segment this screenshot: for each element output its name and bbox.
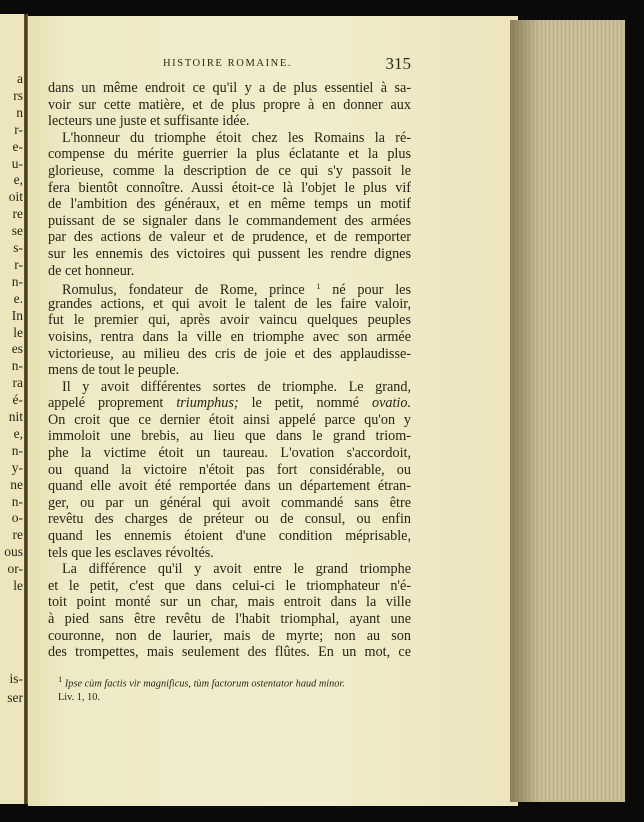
text-line (48, 229, 411, 246)
text-line (48, 611, 411, 628)
facing-page-text: rs (13, 87, 23, 103)
text-segment: Il y avoit différentes sortes de triomphe. Le grand, (62, 378, 411, 395)
body-text (48, 80, 411, 661)
facing-page-text: nit (8, 409, 23, 424)
text-line (48, 628, 411, 645)
text-segment: voir sur cette matière, et de plus propre à en donner aux (48, 96, 411, 113)
footnote-source: Liv. 1, 10. (58, 692, 100, 704)
italic-term: ovatio. (371, 395, 411, 412)
facing-page-text: r- (14, 121, 23, 137)
text-segment: quand les ennemis étoient d'une condition méprisable, (48, 528, 411, 545)
text-segment: victorieuse, au milieu des cris de joie et des applaudisse- (48, 345, 411, 362)
text-segment: dans un même endroit ce qu'il y a de plus essentiel à sa- (48, 80, 411, 96)
text-line (48, 146, 411, 163)
text-line (48, 462, 411, 479)
text-segment: compense du mérite guerrier la plus éclatante et la plus (48, 146, 411, 163)
facing-page-text: or- (7, 561, 23, 577)
text-line (48, 296, 411, 313)
text-segment: des trompettes, mais seulement des flûtes. En un mot, ce (48, 644, 411, 661)
footnote-text: Ipse cùm factis vir magnificus, tùm factorum ostentator haud minor. (64, 678, 345, 690)
text-line (48, 495, 411, 512)
text-line (48, 246, 411, 263)
text-line (48, 545, 411, 562)
text-segment: La différence qu'il y avoit entre le grand triomphe (62, 561, 411, 578)
text-segment: et le petit, c'est que dans celui-ci le triomphateur n'é- (48, 577, 411, 594)
facing-page-text: n- (11, 442, 23, 458)
text-line (48, 644, 411, 661)
facing-page-text: o- (11, 510, 23, 526)
facing-page-text: n- (11, 493, 23, 509)
facing-page-text: e- (12, 138, 23, 154)
text-line (48, 511, 411, 528)
text-line (48, 113, 411, 130)
facing-page-text: é- (12, 392, 23, 408)
facing-page-text: s- (13, 240, 23, 255)
text-line (48, 428, 411, 445)
text-line (48, 180, 411, 197)
text-line (48, 263, 411, 280)
text-segment: ger, ou par un général qui avoit commandé sans être (48, 494, 411, 511)
text-segment: puissant de se signaler dans le commandement des armées (48, 212, 411, 229)
facing-page-text: n (16, 104, 23, 120)
text-line (48, 279, 411, 299)
text-segment: tels que les esclaves révoltés. (48, 544, 214, 561)
text-segment: de l'ambition des généraux, et en même temps un motif (48, 196, 411, 213)
text-line (48, 528, 411, 545)
facing-page-text: n- (11, 358, 23, 374)
text-line (48, 163, 411, 180)
text-segment: On croit que ce dernier étoit ainsi appelé parce qu'on y (48, 411, 411, 428)
text-line (48, 130, 411, 147)
text-segment: né pour les (320, 282, 411, 299)
text-segment: immoloit une brebis, au lieu que dans le grand triom- (48, 428, 411, 445)
text-segment: voisins, rentra dans la ville en triomphe avec son armée (48, 328, 411, 345)
footnote-marker: 1 (58, 674, 63, 684)
facing-page-text: e, (13, 425, 23, 441)
text-segment: ou quand la victoire n'étoit pas fort considérable, ou (48, 461, 411, 478)
facing-page-text: se (11, 223, 23, 239)
text-line (48, 445, 411, 462)
text-segment: revêtu des charges de préteur ou de consul, ou enfin (48, 511, 411, 528)
text-segment: de cet honneur. (48, 262, 135, 279)
facing-page-text: ous (4, 544, 23, 560)
text-line (48, 594, 411, 611)
text-segment: par des actions de valeur et de prudence, et de remporter (48, 229, 411, 246)
facing-page-text: re (12, 527, 23, 543)
running-title: HISTOIRE ROMAINE. (163, 58, 293, 69)
facing-page-text: a (17, 71, 23, 86)
text-segment: glorieuse, comme la description de ce qui s'y passoit le (48, 162, 411, 179)
text-segment: Romulus, fondateur de Rome, prince (62, 282, 317, 299)
text-line (48, 412, 411, 429)
text-line (48, 97, 411, 114)
facing-page-text: n- (11, 273, 23, 289)
text-segment: toit point monté sur un char, mais entroit dans la ville (48, 594, 411, 611)
text-line (48, 329, 411, 346)
text-line (48, 578, 411, 595)
facing-page-text: is- (9, 671, 23, 686)
text-segment: à pied sans être revêtu de l'habit triomphal, ayant une (48, 611, 411, 627)
facing-page-text: In (11, 307, 23, 323)
text-segment: lecteurs une juste et suffisante idée. (48, 113, 250, 130)
text-segment: couronne, non de laurier, mais de myrte; non au son (48, 627, 411, 644)
text-line (48, 196, 411, 213)
facing-page-text: ne (10, 476, 23, 492)
text-line (48, 213, 411, 230)
text-segment: appelé proprement (48, 395, 177, 412)
facing-page-text: e. (13, 290, 23, 306)
text-line (48, 379, 411, 396)
text-line (48, 312, 411, 329)
page-number: 315 (385, 54, 411, 73)
text-segment: sur les ennemis des victoires qui pussent les rendre dignes (48, 245, 411, 262)
text-segment: fut le premier qui, après avoir vaincu quelques peuples (48, 312, 411, 329)
text-line (48, 395, 411, 412)
text-line (48, 362, 411, 379)
footnote-reference: 1 (316, 282, 321, 292)
text-segment: quand elle avoit été remportée dans un département étran- (48, 478, 411, 495)
page-edge-shadow (510, 20, 540, 802)
text-segment: mens de tout le peuple. (48, 362, 180, 379)
facing-page-text: y- (11, 459, 23, 475)
facing-page-text: es (11, 341, 23, 357)
facing-page-text: ra (12, 375, 23, 391)
italic-term: triumphus; (176, 395, 239, 412)
facing-page-text: e, (13, 172, 23, 188)
text-segment: le petit, nommé (238, 395, 372, 412)
facing-page-text: le (13, 578, 23, 593)
facing-page-text: oit (8, 189, 23, 205)
facing-page-text: ser (7, 690, 23, 705)
text-segment: fera bientôt connoître. Aussi étoit-ce là l'objet le plus vif (48, 179, 411, 196)
facing-page-fragment (0, 14, 26, 804)
text-line (48, 80, 411, 97)
facing-page-text: u- (11, 155, 23, 171)
text-line (48, 478, 411, 495)
page-header (48, 54, 411, 74)
facing-page-text: le (13, 324, 23, 340)
text-segment: L'honneur du triomphe étoit chez les Romains la ré- (62, 129, 411, 146)
text-segment: phe la victime étoit un taureau. L'ovation s'accordoit, (48, 445, 411, 462)
text-line (48, 561, 411, 578)
facing-page-text: r- (14, 256, 23, 272)
text-line (48, 346, 411, 363)
footnote (58, 672, 411, 705)
facing-page-text: re (12, 206, 23, 222)
text-segment: grandes actions, et qui avoit le talent de les faire valoir, (48, 295, 411, 312)
